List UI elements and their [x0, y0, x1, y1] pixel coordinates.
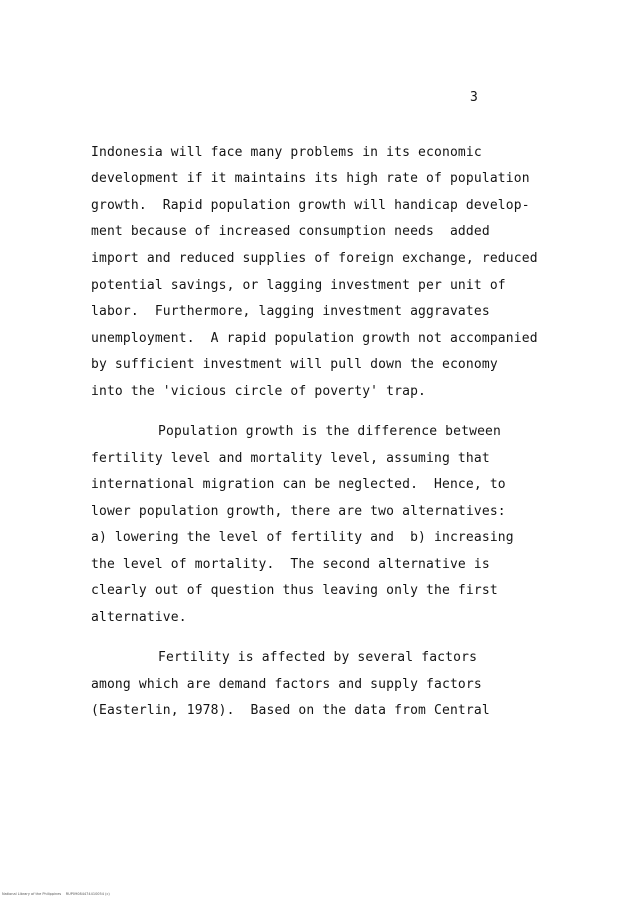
text-line: into the 'vicious circle of poverty' trap.	[91, 384, 427, 399]
scan-footer: National Library of the Philippines RUP09084474410054 (c)	[2, 892, 110, 896]
text-line: international migration can be neglected. Hence, to	[91, 477, 506, 492]
page-number: 3	[470, 90, 478, 105]
text-line: development if it maintains its high rate of population	[91, 171, 530, 186]
text-line: among which are demand factors and supply factors	[91, 677, 482, 692]
text-line: import and reduced supplies of foreign exchange, reduced	[91, 251, 538, 266]
text-line: by sufficient investment will pull down the economy	[91, 357, 498, 372]
text-line: a) lowering the level of fertility and b) increasing	[91, 530, 514, 545]
text-line: the level of mortality. The second alternative is	[91, 557, 490, 572]
text-line: alternative.	[91, 610, 187, 625]
text-line: (Easterlin, 1978). Based on the data from Central	[91, 703, 490, 718]
text-line: labor. Furthermore, lagging investment aggravates	[91, 304, 490, 319]
text-line: Fertility is affected by several factors	[158, 650, 478, 665]
text-line: ment because of increased consumption needs added	[91, 224, 490, 239]
text-line: growth. Rapid population growth will handicap develop-	[91, 198, 530, 213]
text-line: Population growth is the difference between	[158, 424, 501, 439]
text-line: potential savings, or lagging investment per unit of	[91, 278, 506, 293]
text-line: lower population growth, there are two alternatives:	[91, 504, 506, 519]
text-line: unemployment. A rapid population growth not accompanied	[91, 331, 538, 346]
text-line: Indonesia will face many problems in its economic	[91, 145, 482, 160]
text-line: fertility level and mortality level, assuming that	[91, 451, 490, 466]
text-line: clearly out of question thus leaving only the first	[91, 583, 498, 598]
